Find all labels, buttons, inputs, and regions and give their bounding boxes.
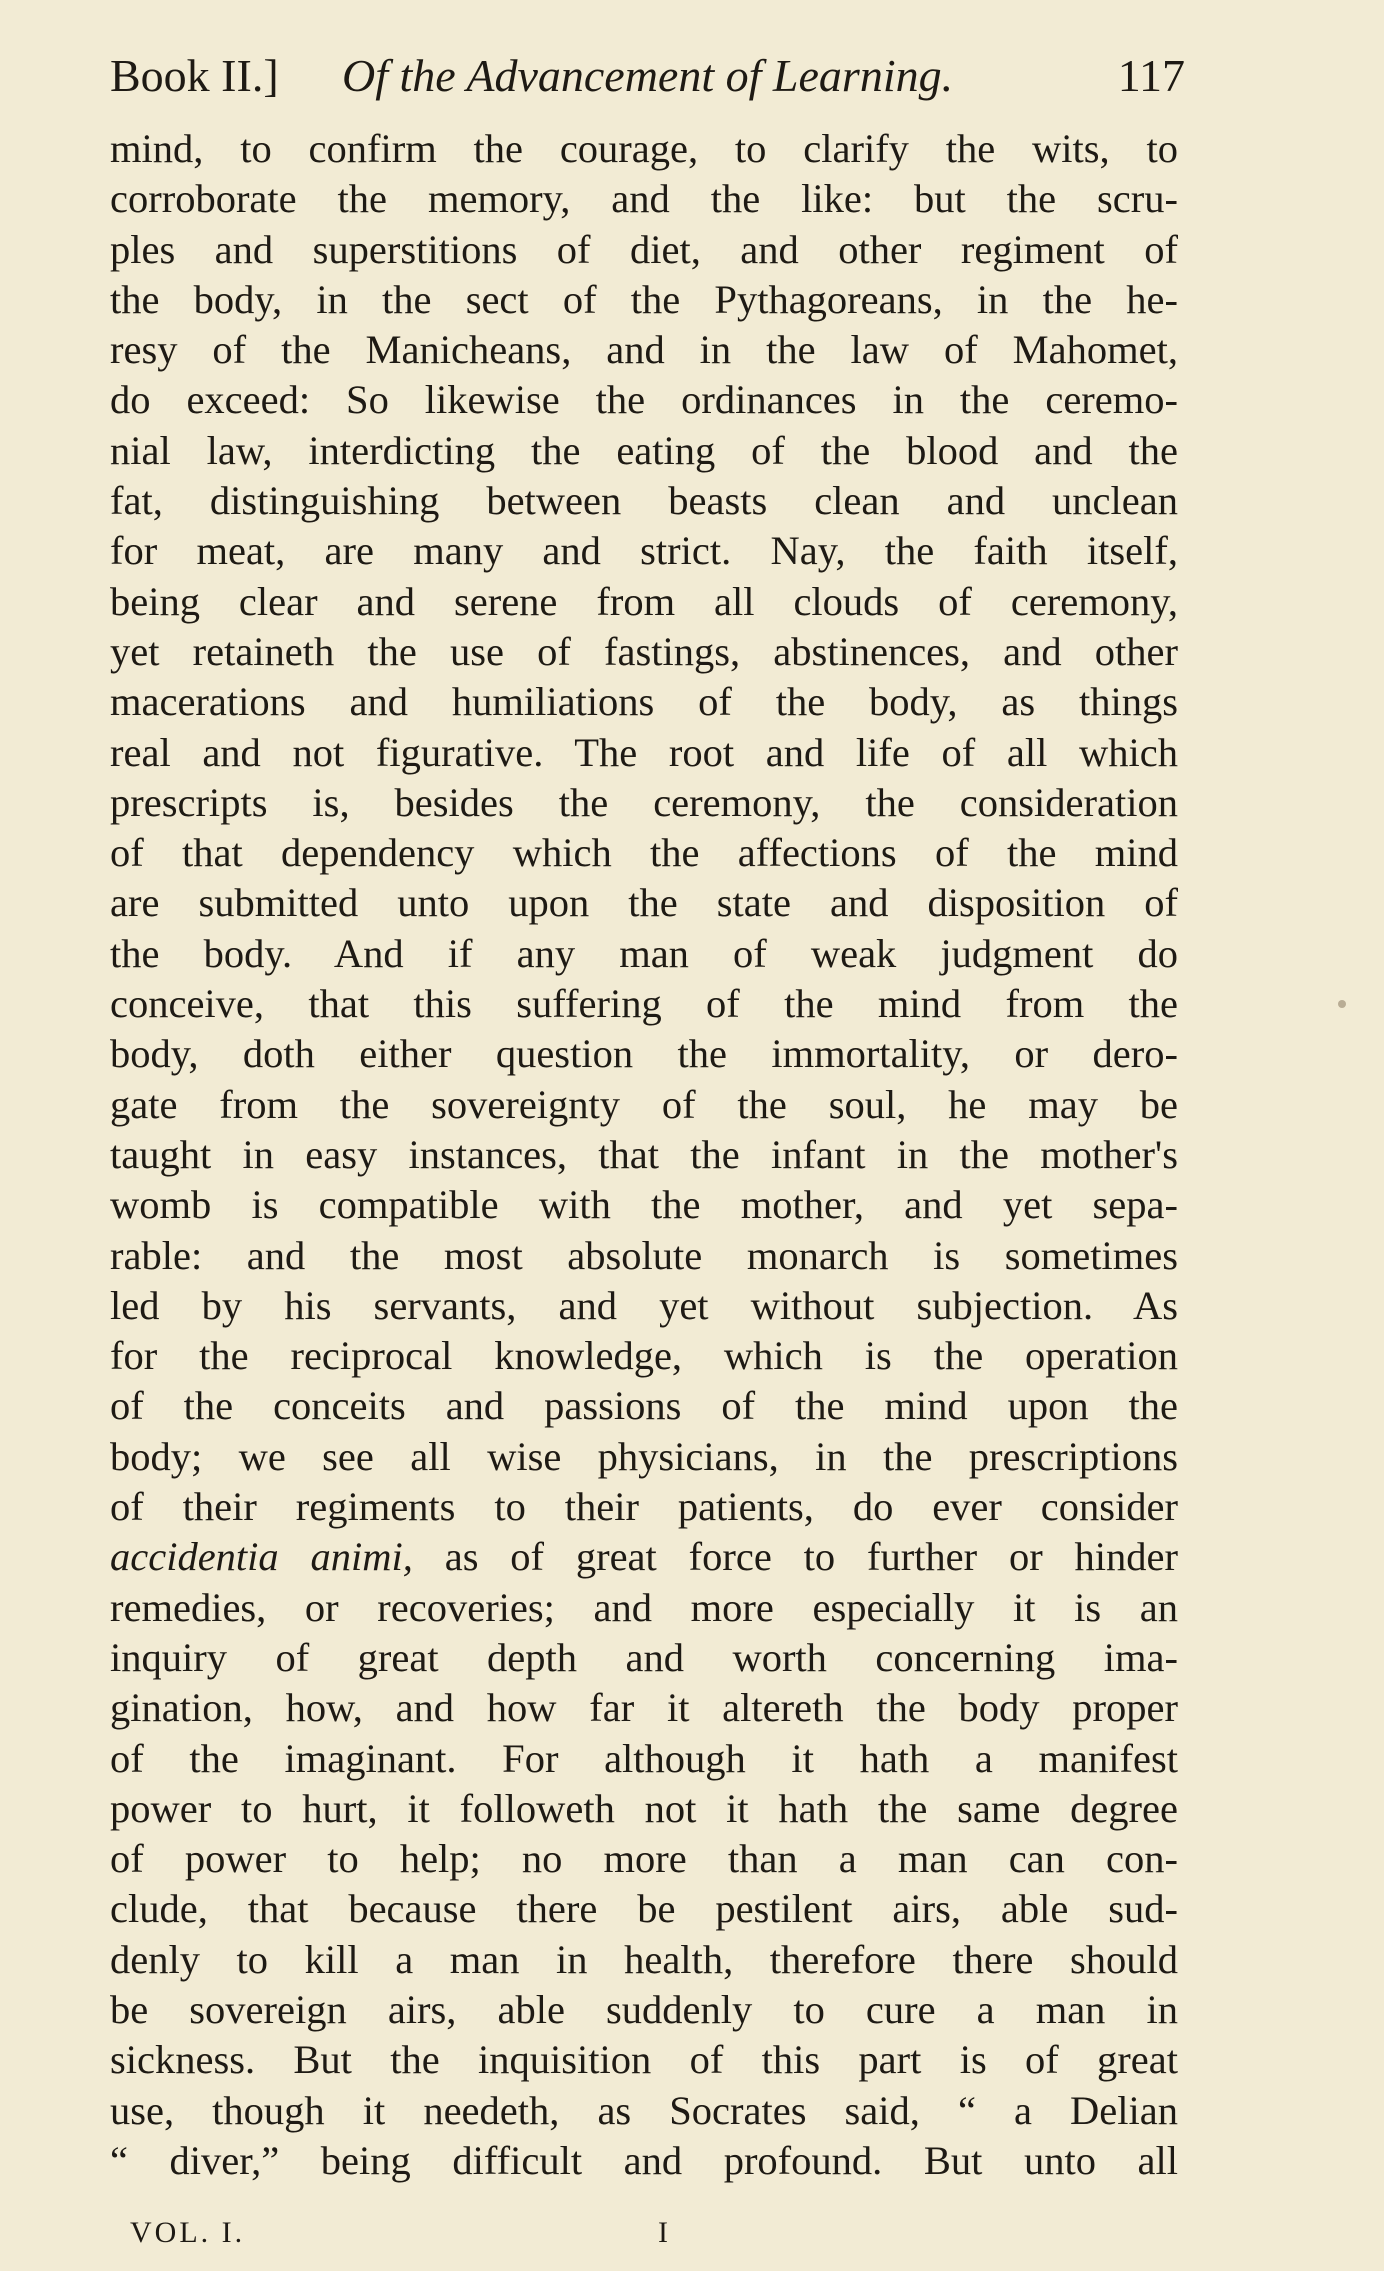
paper-speck: [1338, 1000, 1346, 1008]
text-line: of the conceits and passions of the mind upon the: [110, 1383, 1178, 1429]
text-line: for the reciprocal knowledge, which is the operation: [110, 1333, 1178, 1379]
page-number: 117: [1117, 50, 1185, 101]
text-line: mind, to confirm the courage, to clarify the wits, to: [110, 126, 1178, 171]
text-line: inquiry of great depth and worth concerning ima-: [110, 1634, 1178, 1680]
text-line: remedies, or recoveries; and more especially it is an: [110, 1584, 1178, 1630]
text-line: macerations and humiliations of the body, as things: [110, 679, 1178, 725]
text-line: real and not figurative. The root and life of all which: [110, 729, 1178, 775]
text-line: gate from the sovereignty of the soul, he may be: [110, 1081, 1178, 1127]
text-line: rable: and the most absolute monarch is sometimes: [110, 1232, 1178, 1278]
text-line: led by his servants, and yet without subjection. As: [110, 1282, 1178, 1328]
text-line: use, though it needeth, as Socrates said, “ a Delian: [110, 2087, 1178, 2133]
text-line: of power to help; no more than a man can con-: [110, 1836, 1178, 1882]
volume-marker: VOL. I.: [130, 2216, 246, 2249]
text-line: sickness. But the inquisition of this part is of great: [110, 2037, 1178, 2083]
text-line: are submitted unto upon the state and disposition of: [110, 880, 1178, 926]
text-line: corroborate the memory, and the like: but the scru-: [110, 176, 1178, 222]
text-line: prescripts is, besides the ceremony, the consideration: [110, 779, 1178, 825]
text-line: nial law, interdicting the eating of the blood and the: [110, 427, 1178, 473]
text-line: of that dependency which the affections of the mind: [110, 830, 1178, 876]
text-line: be sovereign airs, able suddenly to cure a man in: [110, 1986, 1178, 2032]
text-line: clude, that because there be pestilent airs, able sud-: [110, 1886, 1178, 1932]
text-line: being clear and serene from all clouds of ceremony,: [110, 578, 1178, 624]
text-line: of the imaginant. For although it hath a manifest: [110, 1735, 1178, 1781]
text-line: fat, distinguishing between beasts clean and unclean: [110, 478, 1178, 524]
text-line: yet retaineth the use of fastings, abstinences, and other: [110, 628, 1178, 674]
text-line: taught in easy instances, that the infant in the mother's: [110, 1131, 1178, 1177]
page-footer: [130, 2216, 830, 2256]
text-line: “ diver,” being difficult and profound. But unto all: [110, 2137, 1178, 2183]
header-book-section: Book II.]: [110, 50, 279, 101]
text-line: conceive, that this suffering of the mind from the: [110, 981, 1178, 1027]
text-line: power to hurt, it followeth not it hath the same degree: [110, 1785, 1178, 1831]
text-line: body; we see all wise physicians, in the prescriptions: [110, 1433, 1178, 1479]
text-line: womb is compatible with the mother, and yet sepa-: [110, 1182, 1178, 1228]
text-line: body, doth either question the immortality, or dero-: [110, 1031, 1178, 1077]
italic-phrase: accidentia animi,: [110, 1534, 413, 1580]
text-line: of their regiments to their patients, do ever consider: [110, 1484, 1178, 1530]
header-title: Of the Advancement of Learning.: [342, 50, 954, 101]
text-line-italic-phrase: [110, 1532, 1178, 1582]
signature-mark: I: [658, 2216, 671, 2249]
text-line: do exceed: So likewise the ordinances in the ceremo-: [110, 377, 1178, 423]
text-line: denly to kill a man in health, therefore there should: [110, 1936, 1178, 1982]
text-line: for meat, are many and strict. Nay, the faith itself,: [110, 528, 1178, 574]
text-line: gination, how, and how far it altereth the body proper: [110, 1685, 1178, 1731]
text-line: ples and superstitions of diet, and other regiment of: [110, 226, 1178, 272]
text-line: resy of the Manicheans, and in the law of Mahomet,: [110, 327, 1178, 373]
body-text: [110, 124, 1178, 2186]
text-line: the body, in the sect of the Pythagoreans, in the he-: [110, 276, 1178, 322]
text-line: the body. And if any man of weak judgment do: [110, 930, 1178, 976]
italic-line-rest: as of great force to further or hinder: [412, 1534, 1178, 1580]
running-header: [110, 44, 1185, 108]
